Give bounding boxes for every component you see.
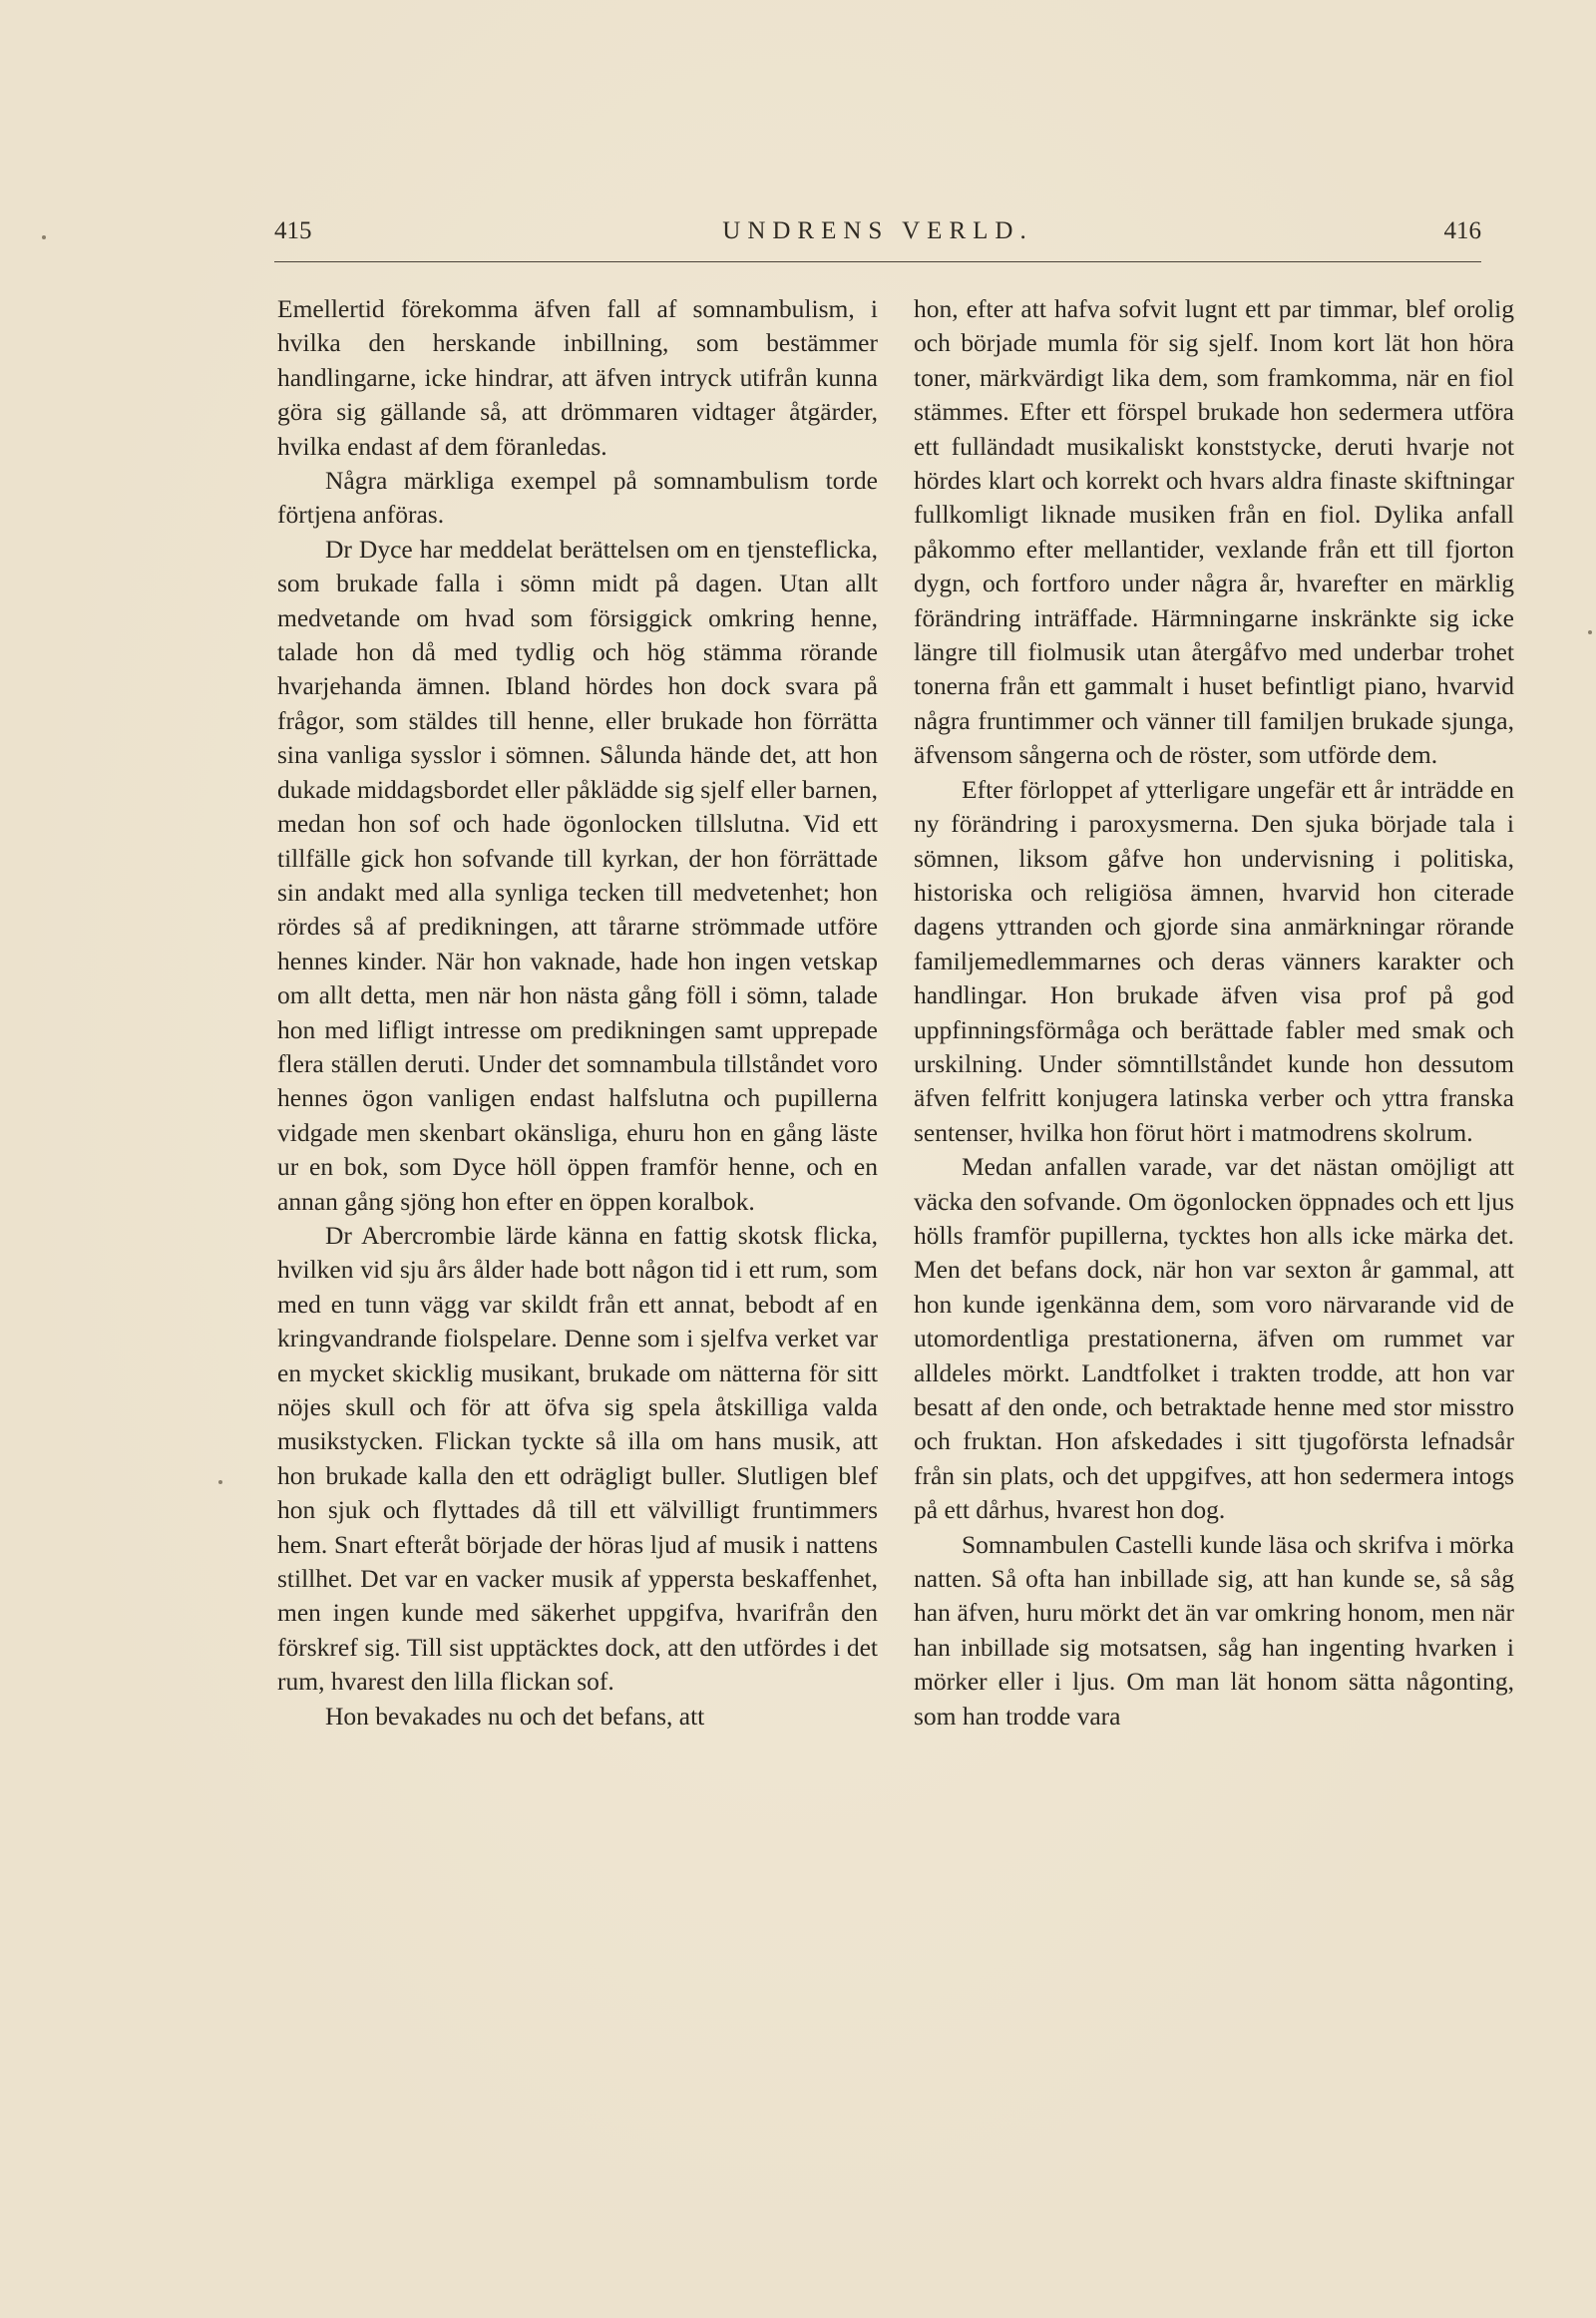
running-title: UNDRENS VERLD. xyxy=(722,217,1033,244)
paper-speck xyxy=(218,1480,222,1484)
left-column xyxy=(277,292,878,1734)
header-rule xyxy=(274,261,1481,262)
paper-speck xyxy=(42,235,46,239)
paragraph: Hon bevakades nu och det befans, att xyxy=(325,1701,705,1731)
paragraph: Somnambulen Castelli kunde läsa och skrifva i mörka natten. Så ofta han inbillade sig, att han kunde se, så såg han äfven, huru mörkt det än var omkring honom, men när han inbillade sig motsatsen, såg han ingenting hvarken i mörker eller i ljus. Om man lät honom sätta någonting, som han trodde vara xyxy=(914,1529,1514,1731)
paragraph: Några märkliga exempel på somnambulism torde förtjena anföras. xyxy=(277,466,878,530)
paragraph: Medan anfallen varade, var det nästan omöjligt att väcka den sofvande. Om ögonlocken öppnades och ett ljus hölls framför pupillerna, tycktes hon alls icke märka det. Men det befans dock, när hon var sexton år gammal, att hon kunde igenkänna dem, som voro närvarande vid de utomordentliga prestationerna, äfven om rummet var alldeles mörkt. Landtfolket i trakten trodde, att hon var besatt af den onde, och betraktade henne med stor misstro och fruktan. Hon afskedades i sitt tjugoförsta lefnadsår från sin plats, och det uppgifves, att hon sedermera intogs på ett dårhus, hvarest hon dog. xyxy=(914,1152,1514,1525)
paragraph: Emellertid förekomma äfven fall af somnambulism, i hvilka den herskande inbillning, som bestämmer handlingarne, icke hindrar, att äfven intryck utifrån kunna göra sig gällande så, att drömmaren vidtager åtgärder, hvilka endast af dem föranledas. xyxy=(277,294,878,461)
paragraph: Dr Abercrombie lärde känna en fattig skotsk flicka, hvilken vid sju års ålder hade bott någon tid i ett rum, som med en tunn vägg var skildt från ett annat, bebodt af en kringvandrande fiolspelare. Denne som i sjelfva verket var en mycket skicklig musikant, brukade om nätterna för sitt nöjes skull och för att öfva sig spela åtskilliga valda musikstycken. Flickan tyckte så illa om hans musik, att hon brukade kalla den ett odrägligt buller. Slutligen blef hon sjuk och flyttades då till ett välvilligt fruntimmers hem. Snart efteråt började der höras ljud af musik i nattens stillhet. Det var en vacker musik af yppersta beskaffenhet, men ingen kunde med säkerhet uppgifva, hvarifrån den förskref sig. Till sist upptäcktes dock, att den utfördes i det rum, hvarest den lilla flickan sof. xyxy=(277,1220,878,1697)
paragraph: Dr Dyce har meddelat berättelsen om en tjensteflicka, som brukade falla i sömn midt på dagen. Utan allt medvetande om hvad som försiggick omkring henne, talade hon då med tydlig och hög stämma rörande hvarjehanda ämnen. Ibland hördes hon dock svara på frågor, som stäldes till henne, eller brukade hon förrätta sina vanliga sysslor i sömnen. Sålunda hände det, att hon dukade middagsbordet eller påklädde sig sjelf eller barnen, medan hon sof och hade ögonlocken tillslutna. Vid ett tillfälle gick hon sofvande till kyrkan, der hon förrättade sin andakt med alla synliga tecken till medvetenhet; hon rördes så af predikningen, att tårarne strömmade utföre hennes kinder. När hon vaknade, hade hon ingen vetskap om allt detta, men när hon nästa gång föll i sömn, talade hon med lifligt intresse om predikningen samt upprepade flera ställen deruti. Under det somnambula tillståndet voro hennes ögon vanligen endast halfslutna och pupillerna vidgade men skenbart okänsliga, ehuru hon en gång läste ur en bok, som Dyce höll öppen framför henne, och en annan gång sjöng hon efter en öppen koralbok. xyxy=(277,534,878,1216)
page-number-right: 416 xyxy=(1443,217,1481,244)
paragraph: hon, efter att hafva sofvit lugnt ett par timmar, blef orolig och började mumla för sig sjelf. Inom kort lät hon höra toner, märkvärdigt lika dem, som framkomma, när en fiol stämmes. Efter ett förspel brukade hon sedermera utföra ett fulländadt musikaliskt konststycke, deruti hvarje not hördes klart och korrekt och hvars aldra finaste skiftningar fullkomligt liknade musiken från en fiol. Dylika anfall påkommo efter mellantider, vexlande från ett till fjorton dygn, och fortforo under några år, hvarefter en märklig förändring inträffade. Härmningarne inskränkte sig icke längre till fiolmusik utan återgåfvo med underbar trohet tonerna från ett gammalt i huset befintligt piano, hvarvid några fruntimmer och vänner till familjen brukade sjunga, äfvensom sångerna och de röster, som utförde dem. xyxy=(914,294,1514,770)
running-header xyxy=(274,217,1481,257)
paragraph: Efter förloppet af ytterligare ungefär ett år inträdde en ny förändring i paroxysmerna. Den sjuka började tala i sömnen, liksom gåfve hon undervisning i politiska, historiska och religiösa ämnen, hvarvid hon citerade dagens yttranden och gjorde sina anmärkningar rörande familjemedlemmarnes och deras vänners karakter och handlingar. Hon brukade äfven visa prof på god uppfinningsförmåga och berättade fabler med smak och urskilning. Under sömntillståndet kunde hon dessutom äfven felfritt konjugera latinska verber och yttra franska sentenser, hvilka hon förut hört i matmodrens skolrum. xyxy=(914,774,1514,1147)
right-column xyxy=(914,292,1514,1734)
paper-speck xyxy=(1588,630,1592,634)
page-number-left: 415 xyxy=(274,217,312,244)
